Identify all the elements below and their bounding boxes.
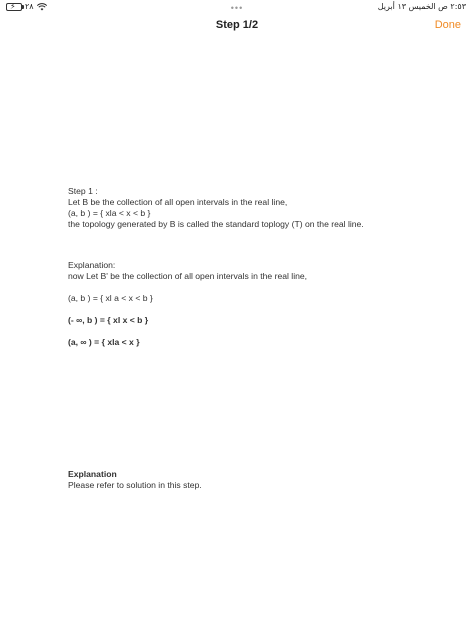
battery-percent: ٢٨ — [25, 2, 34, 11]
explanation-line-4: (a, ∞ ) = { xla < x } — [68, 337, 140, 347]
explanation-line-1: now Let B' be the collection of all open intervals in the real line, — [68, 271, 308, 281]
explanation-line-2: (a, b ) = { xl a < x < b } — [68, 293, 153, 303]
status-bar — [0, 0, 474, 14]
step-line-1: Let B be the collection of all open intervals in the real line, — [68, 197, 288, 207]
solution-content — [68, 186, 448, 348]
battery-icon: ⚡ — [6, 3, 22, 11]
step-heading: Step 1 : — [68, 186, 98, 196]
explanation-line-3: (- ∞, b ) = { xl x < b } — [68, 315, 149, 325]
step-line-3: the topology generated by B is called the standard toplogy (T) on the real line. — [68, 219, 364, 229]
status-datetime: ٢:٥٣ ص الخميس ١٣ أبريل — [377, 2, 466, 11]
step-line-2: (a, b ) = { xla < x < b } — [68, 208, 151, 218]
explanation-2-heading: Explanation — [68, 469, 117, 479]
explanation-heading: Explanation: — [68, 260, 116, 270]
done-button[interactable]: Done — [434, 19, 461, 31]
page-title: Step 1/2 — [215, 19, 259, 31]
multitasking-dots[interactable]: ••• — [230, 3, 244, 13]
explanation-section-2 — [68, 469, 202, 491]
navigation-bar — [0, 14, 474, 40]
explanation-2-text: Please refer to solution in this step. — [68, 480, 202, 490]
